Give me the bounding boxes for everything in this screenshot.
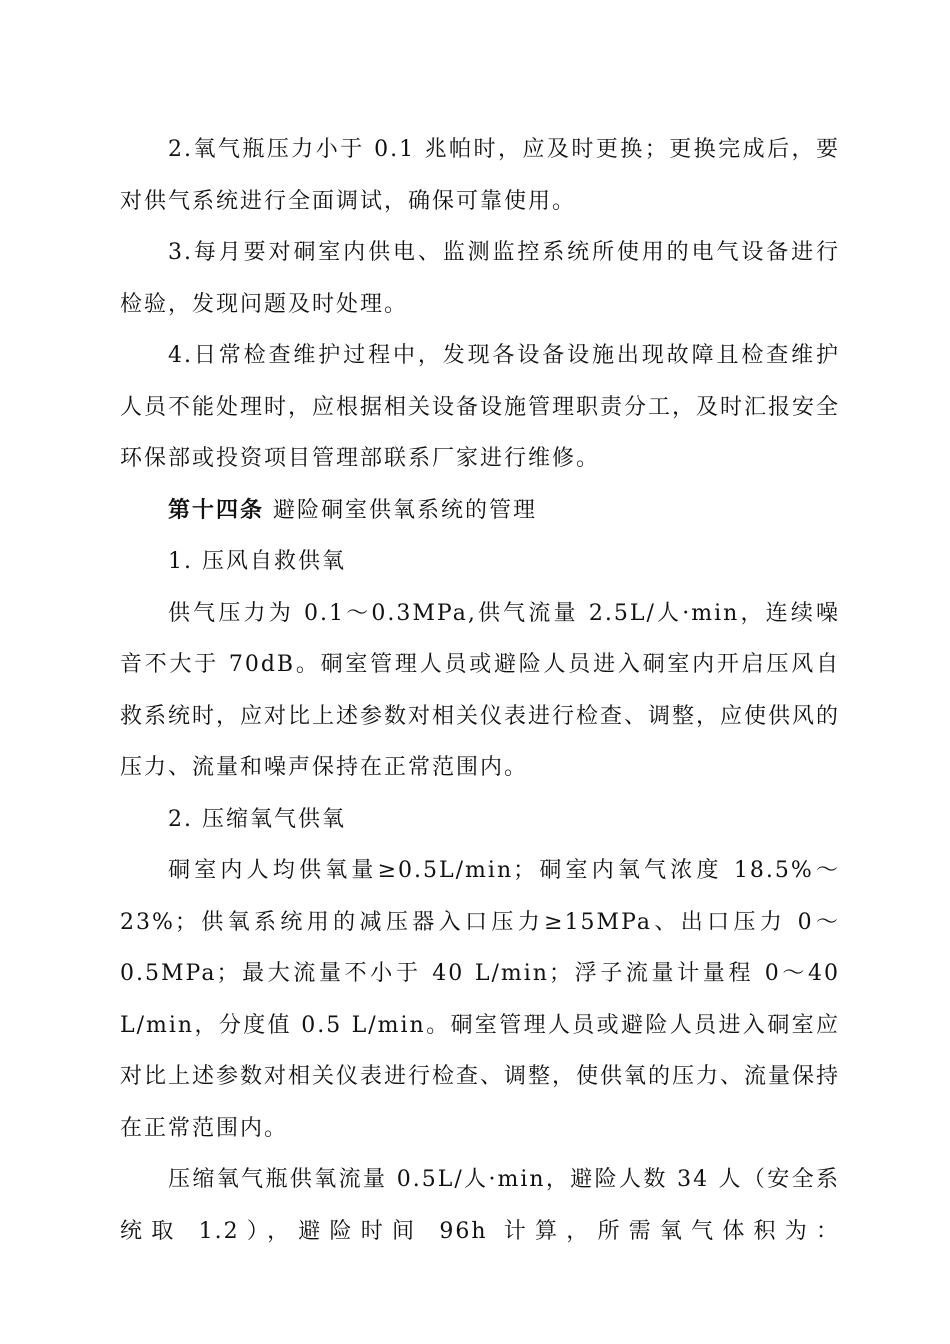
- paragraph-monthly-inspection: 3.每月要对硐室内供电、监测监控系统所使用的电气设备进行检验，发现问题及时处理。: [120, 240, 840, 317]
- document-page: [120, 124, 840, 1257]
- section2-body: 硐室内人均供氧量≥0.5L/min；硐室内氧气浓度 18.5%～23%；供氧系统用的减压器入口压力≥15MPa、出口压力 0～0.5MPa；最大流量不小于 40 L/min；浮子流量计量程 0～40 L/min，分度值 0.5 L/min。硐室管理人员或避险人员进入硐室应对比上述参数对相关仪表进行检查、调整，使供氧的压力、流量保持在正常范围内。: [120, 858, 841, 1141]
- paragraph-daily-maintenance: 4.日常检查维护过程中，发现各设备设施出现故障且检查维护人员不能处理时，应根据相关设备设施管理职责分工，及时汇报安全环保部或投资项目管理部联系厂家进行维修。: [120, 343, 841, 471]
- article-title: 避险硐室供氧系统的管理: [273, 497, 538, 523]
- section1-body: 供气压力为 0.1～0.3MPa,供气流量 2.5L/人·min，连续噪音不大于 70dB。硐室管理人员或避险人员进入硐室内开启压风自救系统时，应对比上述参数对相关仪表进行检查、调整，应使供风的压力、流量和噪声保持在正常范围内。: [120, 600, 841, 780]
- article-label: 第十四条: [168, 496, 265, 523]
- section1-heading: 1. 压风自救供氧: [168, 549, 346, 574]
- section2-calc: 压缩氧气瓶供氧流量 0.5L/人·min，避险人数 34 人（安全系统取 1.2），避险时间 96h 计算，所需氧气体积为：: [120, 1167, 840, 1244]
- section2-heading: 2. 压缩氧气供氧: [168, 806, 346, 832]
- article-heading: [120, 485, 840, 537]
- paragraph-oxygen-cylinder: 2.氧气瓶压力小于 0.1 兆帕时，应及时更换；更换完成后，要对供气系统进行全面调试，确保可靠使用。: [120, 137, 840, 214]
